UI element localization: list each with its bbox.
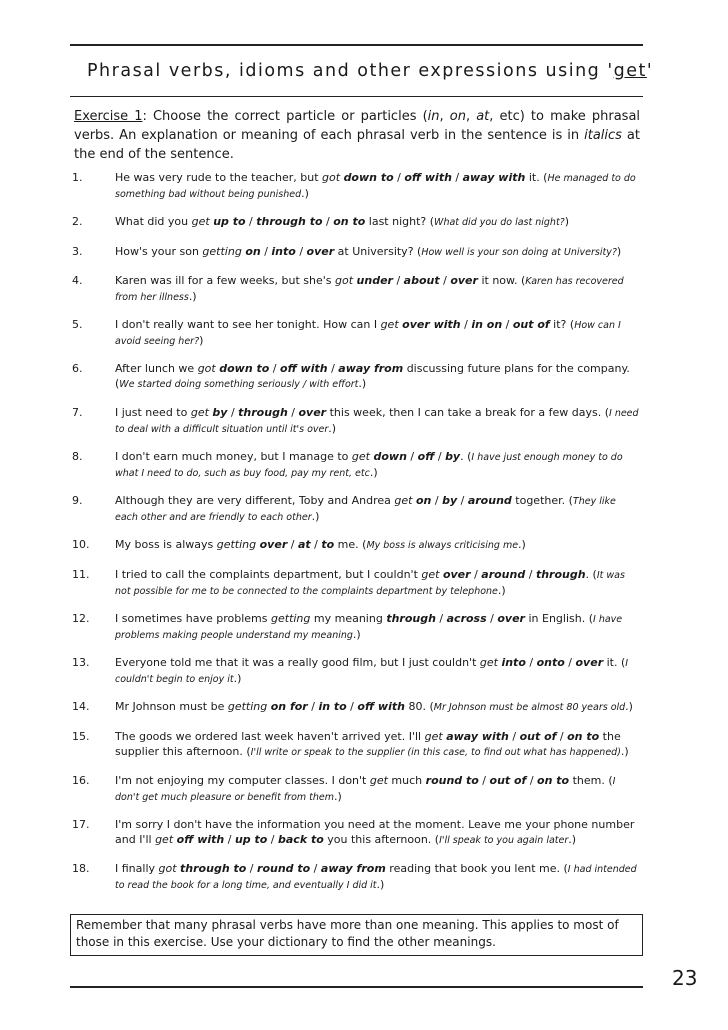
item-sentence: He was very rude to the teacher, but got down to / off with / away with it. (He managed to do something bad without being punished.)	[115, 171, 636, 200]
bottom-rule	[70, 986, 643, 988]
separator-1: ,	[439, 109, 450, 124]
item-sentence: I'm sorry I don't have the information you need at the moment. Leave me your phone number and I'll get off with / up to / back to you this afternoon. (I'll speak to you again later.)	[115, 818, 635, 846]
item-number: 3.	[72, 245, 83, 258]
item-sentence: The goods we ordered last week haven't arrived yet. I'll get away with / out of / on to the supplier this afternoon. (I'll write or speak to the supplier (in this case, to find out what has happened).)	[115, 730, 629, 758]
exercise-label: Exercise 1	[74, 109, 143, 124]
item-sentence: I don't really want to see her tonight. How can I get over with / in on / out of it? (How can I avoid seeing her?)	[115, 318, 621, 347]
item-number: 15.	[72, 730, 90, 743]
top-rule	[70, 44, 643, 46]
instructions-text-1: : Choose the correct particle or particles (	[142, 109, 428, 124]
item-sentence: Everyone told me that it was a really good film, but I just couldn't get into / onto / over it. (I couldn't begin to enjoy it.)	[115, 656, 629, 685]
item-number: 18.	[72, 862, 90, 875]
item-number: 11.	[72, 568, 90, 581]
item-number: 8.	[72, 450, 83, 463]
item-sentence: After lunch we got down to / off with / away from discussing future plans for the company. (We started doing something seriously / with effort.)	[115, 362, 630, 390]
italics-word: italics	[584, 128, 622, 143]
item-sentence: Although they are very different, Toby and Andrea get on / by / around together. (They like each other and are friendly to each other.)	[115, 494, 616, 523]
item-number: 1.	[72, 171, 83, 184]
item-sentence: I just need to get by / through / over this week, then I can take a break for a few days. (I need to deal with a difficult situation until it's over.)	[115, 406, 639, 435]
item-sentence: I don't earn much money, but I manage to get down / off / by. (I have just enough money to do what I need to do, such as buy food, pay my rent, etc.)	[115, 450, 623, 479]
item-number: 16.	[72, 774, 90, 787]
item-sentence: My boss is always getting over / at / to me. (My boss is always criticising me.)	[115, 538, 526, 551]
item-number: 4.	[72, 274, 83, 287]
example-particle-in: in	[427, 109, 440, 124]
example-particle-at: at	[476, 109, 490, 124]
title-suffix: '	[646, 61, 654, 81]
instructions-text-3: at the end of the sentence.	[74, 128, 640, 162]
page-title	[87, 61, 654, 81]
item-number: 2.	[72, 215, 83, 228]
title-keyword: get	[613, 61, 647, 81]
title-underline	[70, 96, 643, 97]
item-number: 9.	[72, 494, 83, 507]
item-sentence: What did you get up to / through to / on to last night? (What did you do last night?)	[115, 215, 570, 228]
item-number: 14.	[72, 700, 90, 713]
item-number: 12.	[72, 612, 90, 625]
title-prefix: Phrasal verbs, idioms and other expressions using '	[87, 61, 614, 81]
item-sentence: I finally got through to / round to / away from reading that book you lent me. (I had intended to read the book for a long time, and eventually I did it.)	[115, 862, 637, 891]
item-number: 13.	[72, 656, 90, 669]
item-number: 6.	[72, 362, 83, 375]
item-sentence: Mr Johnson must be getting on for / in to / off with 80. (Mr Johnson must be almost 80 years old.)	[115, 700, 633, 713]
item-sentence: I tried to call the complaints department, but I couldn't get over / around / through. (It was not possible for me to be connected to the complaints department by telephone.)	[115, 568, 625, 597]
item-sentence: I'm not enjoying my computer classes. I don't get much round to / out of / on to them. (I don't get much pleasure or benefit from them.)	[115, 774, 616, 803]
item-sentence: I sometimes have problems getting my meaning through / across / over in English. (I have problems making people understand my meaning.)	[115, 612, 623, 641]
item-number: 7.	[72, 406, 83, 419]
item-number: 5.	[72, 318, 83, 331]
item-number: 10.	[72, 538, 90, 551]
page-number: 23	[672, 966, 698, 990]
exercise-instructions	[74, 107, 640, 164]
item-number: 17.	[72, 818, 90, 831]
reminder-note-box	[70, 914, 643, 956]
item-sentence: How's your son getting on / into / over at University? (How well is your son doing at University?)	[115, 245, 622, 258]
instructions-text-2: , etc) to make phrasal verbs. An explanation or meaning of each phrasal verb in the sentence is in	[74, 109, 641, 143]
separator-2: ,	[465, 109, 477, 124]
example-particle-on: on	[449, 109, 466, 124]
reminder-note-text: Remember that many phrasal verbs have more than one meaning. This applies to most of those in this exercise. Use your dictionary to find the other meanings.	[76, 918, 619, 949]
item-sentence: Karen was ill for a few weeks, but she's got under / about / over it now. (Karen has recovered from her illness.)	[115, 274, 624, 303]
